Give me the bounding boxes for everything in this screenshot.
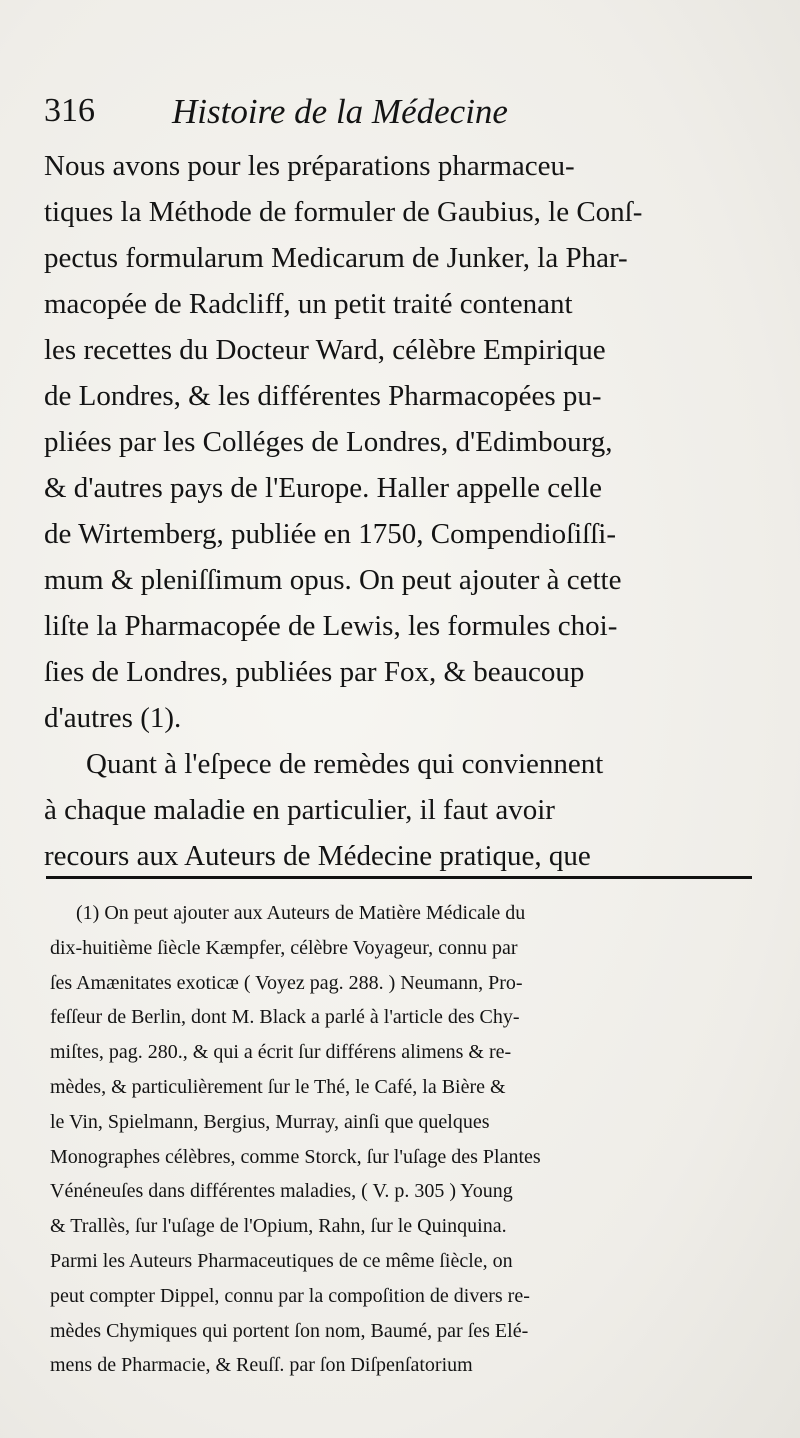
footnote-line: le Vin, Spielmann, Bergius, Murray, ainſi que quelques: [50, 1110, 490, 1133]
footnote-line: Monographes célèbres, comme Storck, ſur l'uſage des Plantes: [50, 1145, 541, 1168]
paragraph-start-line: Quant à l'eſpece de remèdes qui conviennent: [86, 748, 604, 780]
page-number: 316: [44, 92, 95, 129]
text-line: & d'autres pays de l'Europe. Haller appelle celle: [44, 472, 602, 504]
page-header: [44, 92, 764, 142]
footnote-divider: [46, 876, 752, 879]
footnote-line: ſes Amænitates exoticæ ( Voyez pag. 288. ) Neumann, Pro-: [50, 971, 523, 994]
text-line: pliées par les Colléges de Londres, d'Edimbourg,: [44, 426, 613, 458]
text-line: Nous avons pour les préparations pharmaceu-: [44, 150, 575, 182]
footnote-line: mens de Pharmacie, & Reuſſ. par ſon Diſpenſatorium: [50, 1354, 473, 1377]
text-line: pectus formularum Medicarum de Junker, la Phar-: [44, 242, 628, 274]
text-line: les recettes du Docteur Ward, célèbre Empirique: [44, 334, 606, 366]
text-line: mum & pleniſſimum opus. On peut ajouter à cette: [44, 564, 622, 596]
footnote: [50, 896, 762, 1383]
text-line: d'autres (1).: [44, 702, 182, 734]
text-line: tiques la Méthode de formuler de Gaubius, le Conſ-: [44, 196, 643, 228]
text-line: de Londres, & les différentes Pharmacopées pu-: [44, 380, 602, 412]
footnote-line: feſſeur de Berlin, dont M. Black a parlé à l'article des Chy-: [50, 1006, 520, 1029]
footnote-line: peut compter Dippel, connu par la compoſition de divers re-: [50, 1284, 530, 1307]
main-text: [44, 143, 760, 879]
footnote-line: Vénéneuſes dans différentes maladies, ( V. p. 305 ) Young: [50, 1180, 513, 1203]
text-line: ſies de Londres, publiées par Fox, & beaucoup: [44, 656, 585, 688]
footnote-line: mèdes, & particulièrement ſur le Thé, le Café, la Bière &: [50, 1075, 506, 1098]
text-line: de Wirtemberg, publiée en 1750, Compendioſiſſi-: [44, 518, 617, 550]
text-line: recours aux Auteurs de Médecine pratique, que: [44, 840, 591, 872]
text-line: macopée de Radcliff, un petit traité contenant: [44, 288, 573, 320]
footnote-line: Parmi les Auteurs Pharmaceutiques de ce même ſiècle, on: [50, 1249, 513, 1272]
footnote-line: (1) On peut ajouter aux Auteurs de Matière Médicale du: [76, 902, 526, 924]
running-title: Histoire de la Médecine: [172, 92, 508, 131]
text-line: à chaque maladie en particulier, il faut avoir: [44, 794, 555, 826]
text-line: liſte la Pharmacopée de Lewis, les formules choi-: [44, 610, 618, 642]
footnote-line: miſtes, pag. 280., & qui a écrit ſur différens alimens & re-: [50, 1041, 512, 1064]
footnote-line: & Trallès, ſur l'uſage de l'Opium, Rahn, ſur le Quinquina.: [50, 1215, 507, 1238]
footnote-line: dix-huitième ſiècle Kæmpfer, célèbre Voyageur, connu par: [50, 936, 518, 959]
footnote-line: mèdes Chymiques qui portent ſon nom, Baumé, par ſes Elé-: [50, 1319, 529, 1342]
